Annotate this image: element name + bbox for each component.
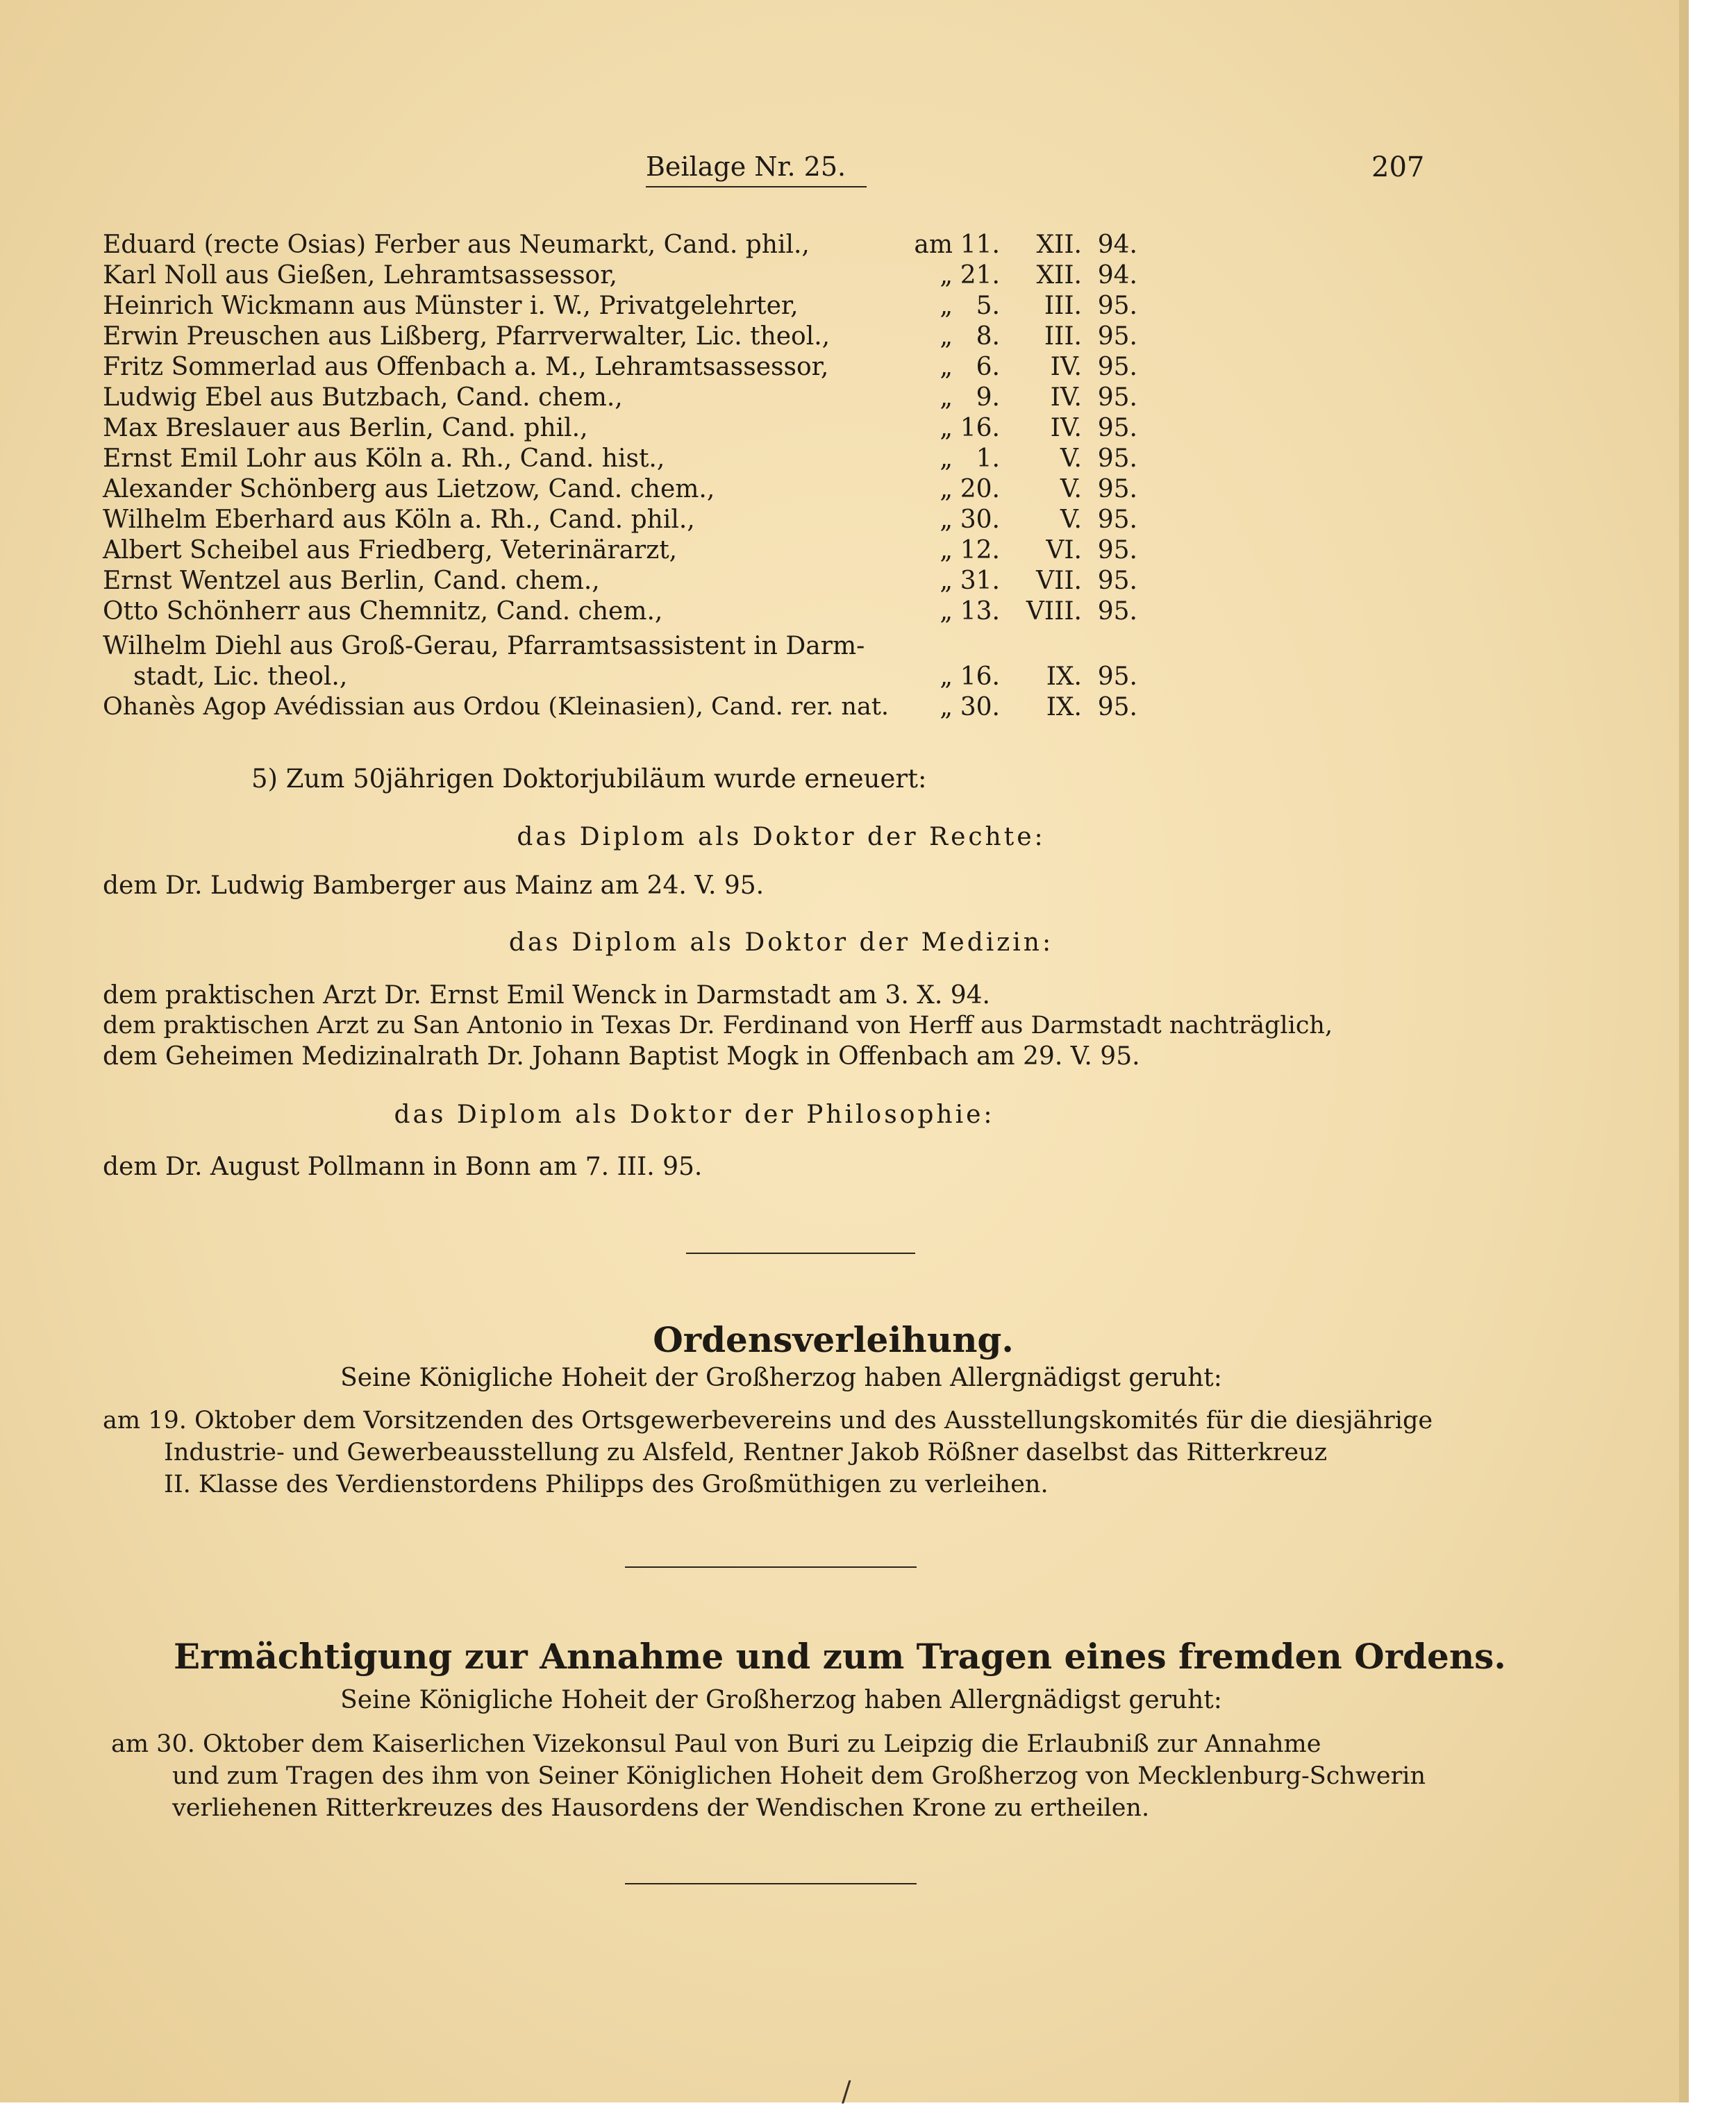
- list-entry: [103, 505, 1137, 536]
- entry-month: VII.: [1036, 567, 1082, 595]
- ermaechtigung-title: Ermächtigung zur Annahme und zum Tragen eines fremden Ordens.: [174, 1636, 1506, 1677]
- entry-name: Ernst Wentzel aus Berlin, Cand. chem.,: [103, 567, 600, 595]
- entry-month: VI.: [1046, 536, 1082, 564]
- entry-day: 12.: [960, 536, 1000, 564]
- entry-day: 5.: [976, 292, 1000, 320]
- entry-prefix: „: [940, 597, 953, 626]
- entry-month: IX.: [1046, 693, 1082, 721]
- entry-year: 95.: [1097, 444, 1137, 473]
- list-entry: [103, 475, 1137, 505]
- entry-name: Heinrich Wickmann aus Münster i. W., Privatgelehrter,: [103, 292, 799, 320]
- entry-prefix: „: [940, 536, 953, 564]
- entry-month: V.: [1060, 505, 1082, 534]
- entry-name: Eduard (recte Osias) Ferber aus Neumarkt, Cand. phil.,: [103, 231, 810, 259]
- section-divider: [625, 1883, 917, 1884]
- law-diploma-recipient: dem Dr. Ludwig Bamberger aus Mainz am 24. V. 95.: [103, 871, 765, 900]
- entry-name: Albert Scheibel aus Friedberg, Veterinärarzt,: [103, 536, 678, 564]
- entry-year: 95.: [1097, 693, 1137, 721]
- entry-month: VIII.: [1026, 597, 1082, 626]
- entry-name: Wilhelm Eberhard aus Köln a. Rh., Cand. phil.,: [103, 505, 695, 534]
- entry-name: Karl Noll aus Gießen, Lehramtsassessor,: [103, 261, 617, 290]
- section-divider: [625, 1566, 917, 1568]
- ermaechtigung-intro: Seine Königliche Hoheit der Großherzog haben Allergnädigst geruht:: [340, 1686, 1222, 1714]
- entry-month: III.: [1044, 322, 1082, 351]
- entry-day: 31.: [960, 567, 1000, 595]
- entry-day: 21.: [960, 261, 1000, 290]
- orden-title: Ordensverleihung.: [653, 1319, 1014, 1360]
- ermaechtigung-text-line: am 30. Oktober dem Kaiserlichen Vizekonsul Paul von Buri zu Leipzig die Erlaubniß zur Annahme: [111, 1730, 1321, 1758]
- entry-day: 11.: [960, 231, 1000, 259]
- list-entry: [103, 567, 1137, 597]
- entry-year: 95.: [1097, 567, 1137, 595]
- entry-year: 95.: [1097, 322, 1137, 351]
- ermaechtigung-text-line: und zum Tragen des ihm von Seiner Königlichen Hoheit dem Großherzog von Mecklenburg-Schwerin: [172, 1762, 1426, 1790]
- list-entry: [103, 292, 1137, 322]
- entry-day: 6.: [976, 353, 1000, 381]
- jubilee-heading: 5) Zum 50jährigen Doktorjubiläum wurde erneuert:: [251, 764, 927, 794]
- list-entry: [103, 414, 1137, 444]
- entry-name: Alexander Schönberg aus Lietzow, Cand. chem.,: [103, 475, 715, 503]
- running-title: Beilage Nr. 25.: [646, 151, 846, 182]
- orden-text-line: Industrie- und Gewerbeausstellung zu Alsfeld, Rentner Jakob Rößner daselbst das Ritterkreuz: [164, 1439, 1328, 1466]
- entry-day: 20.: [960, 475, 1000, 503]
- law-diploma-heading: das Diplom als Doktor der Rechte:: [517, 823, 1046, 851]
- page-fold: [1679, 0, 1689, 2102]
- entry-prefix: „: [940, 383, 953, 412]
- entry-day: 16.: [960, 662, 1000, 691]
- entry-prefix: „: [940, 261, 953, 290]
- list-entry-diehl: [103, 662, 1137, 693]
- entry-prefix: „: [940, 567, 953, 595]
- entry-name: Fritz Sommerlad aus Offenbach a. M., Lehramtsassessor,: [103, 353, 829, 381]
- entry-prefix: „: [940, 353, 953, 381]
- list-entry-ohanes: [103, 693, 1137, 723]
- entry-prefix: „: [940, 693, 953, 721]
- entry-month: V.: [1060, 475, 1082, 503]
- entry-day: 1.: [976, 444, 1000, 473]
- entry-prefix: „: [940, 414, 953, 442]
- entry-month: IV.: [1050, 383, 1082, 412]
- med-diploma-heading: das Diplom als Doktor der Medizin:: [508, 928, 1054, 957]
- entry-year: 95.: [1097, 505, 1137, 534]
- entry-year: 95.: [1097, 292, 1137, 320]
- entry-month: IV.: [1050, 353, 1082, 381]
- list-entry: [103, 353, 1137, 383]
- phil-diploma-recipient: dem Dr. August Pollmann in Bonn am 7. III. 95.: [103, 1153, 703, 1181]
- entry-month: III.: [1044, 292, 1082, 320]
- entry-year: 94.: [1097, 261, 1137, 290]
- entry-prefix: am: [914, 231, 953, 259]
- entry-prefix: „: [940, 292, 953, 320]
- entry-prefix: „: [940, 444, 953, 473]
- entry-prefix: „: [940, 475, 953, 503]
- entry-diehl-line1: Wilhelm Diehl aus Groß-Gerau, Pfarramtsassistent in Darm-: [103, 632, 865, 660]
- entry-name: Ernst Emil Lohr aus Köln a. Rh., Cand. hist.,: [103, 444, 665, 473]
- entry-month: V.: [1060, 444, 1082, 473]
- med-diploma-recipient: dem Geheimen Medizinalrath Dr. Johann Baptist Mogk in Offenbach am 29. V. 95.: [103, 1042, 1140, 1071]
- page-number: 207: [1371, 151, 1425, 183]
- entry-day: 13.: [960, 597, 1000, 626]
- ermaechtigung-text-line: verliehenen Ritterkreuzes des Hausordens der Wendischen Krone zu ertheilen.: [172, 1794, 1150, 1822]
- entry-prefix: „: [940, 505, 953, 534]
- list-entry: [103, 231, 1137, 261]
- phil-diploma-heading: das Diplom als Doktor der Philosophie:: [394, 1101, 995, 1129]
- entry-year: 94.: [1097, 231, 1137, 259]
- entry-year: 95.: [1097, 383, 1137, 412]
- entry-year: 95.: [1097, 475, 1137, 503]
- list-entry: [103, 383, 1137, 414]
- entry-month: XII.: [1036, 261, 1082, 290]
- entry-month: IV.: [1050, 414, 1082, 442]
- entry-day: 16.: [960, 414, 1000, 442]
- entry-year: 95.: [1097, 536, 1137, 564]
- orden-text-line: II. Klasse des Verdienstordens Philipps des Großmüthigen zu verleihen.: [164, 1471, 1049, 1498]
- entry-month: IX.: [1046, 662, 1082, 691]
- orden-intro: Seine Königliche Hoheit der Großherzog haben Allergnädigst geruht:: [340, 1364, 1222, 1392]
- list-entry: [103, 597, 1137, 628]
- med-diploma-recipient: dem praktischen Arzt zu San Antonio in Texas Dr. Ferdinand von Herff aus Darmstadt nachträglich,: [103, 1012, 1333, 1039]
- section-divider: [686, 1253, 915, 1254]
- page-header: [0, 151, 1689, 187]
- entry-month: XII.: [1036, 231, 1082, 259]
- orden-text-line: am 19. Oktober dem Vorsitzenden des Ortsgewerbevereins und des Ausstellungskomités für die diesjährige: [103, 1407, 1433, 1434]
- list-entry: [103, 261, 1137, 292]
- header-rule: [646, 186, 867, 187]
- list-entry: [103, 444, 1137, 475]
- list-entry: [103, 322, 1137, 353]
- entry-year: 95.: [1097, 414, 1137, 442]
- entry-name: Erwin Preuschen aus Lißberg, Pfarrverwalter, Lic. theol.,: [103, 322, 831, 351]
- entry-name: Otto Schönherr aus Chemnitz, Cand. chem.,: [103, 597, 663, 626]
- entry-name: Ohanès Agop Avédissian aus Ordou (Kleinasien), Cand. rer. nat.: [103, 693, 890, 721]
- entry-name: stadt, Lic. theol.,: [133, 662, 348, 691]
- entry-day: 8.: [976, 322, 1000, 351]
- footer-mark: /: [842, 2076, 851, 2108]
- entry-year: 95.: [1097, 662, 1137, 691]
- entry-prefix: „: [940, 662, 953, 691]
- entry-day: 9.: [976, 383, 1000, 412]
- entry-year: 95.: [1097, 353, 1137, 381]
- entry-day: 30.: [960, 505, 1000, 534]
- entry-day: 30.: [960, 693, 1000, 721]
- entry-prefix: „: [940, 322, 953, 351]
- entry-name: Max Breslauer aus Berlin, Cand. phil.,: [103, 414, 588, 442]
- med-diploma-recipient: dem praktischen Arzt Dr. Ernst Emil Wenck in Darmstadt am 3. X. 94.: [103, 981, 990, 1010]
- entry-year: 95.: [1097, 597, 1137, 626]
- entry-name: Ludwig Ebel aus Butzbach, Cand. chem.,: [103, 383, 623, 412]
- list-entry: [103, 536, 1137, 567]
